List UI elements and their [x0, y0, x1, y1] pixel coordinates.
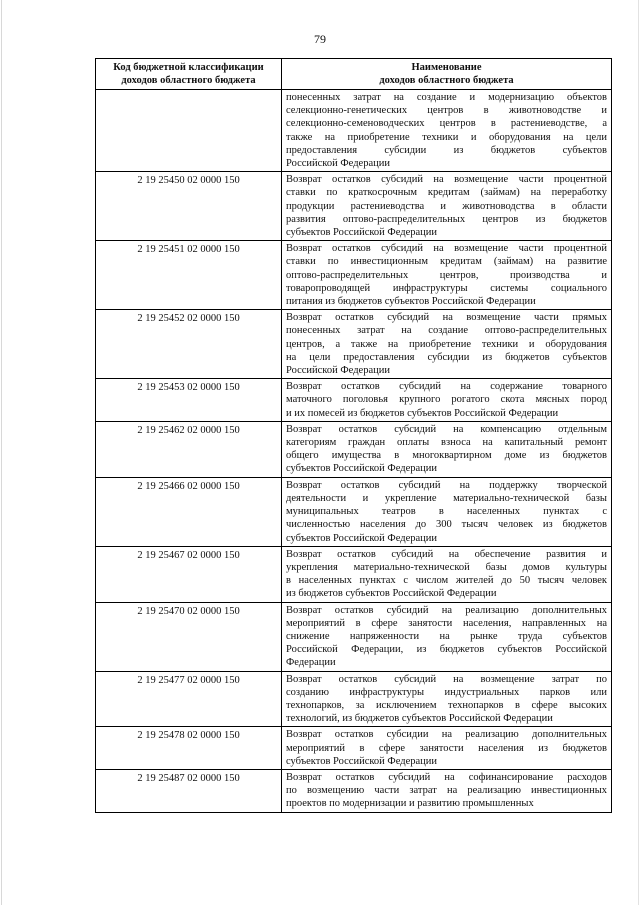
revenue-name-line: также на приобретение техники и оборудования на цели	[286, 131, 607, 143]
revenue-name-line: понесенных затрат на создание оптово-распределительных	[286, 325, 607, 337]
table-row	[96, 379, 612, 422]
header-name-line: доходов областного бюджета	[379, 74, 514, 86]
revenue-name-line: Возврат остатков субсидий на возмещение части процентной	[286, 174, 607, 186]
budget-code: 2 19 25462 02 0000 150	[96, 421, 282, 477]
revenue-classification-table	[95, 58, 612, 813]
table-row	[96, 546, 612, 602]
revenue-name	[282, 477, 612, 546]
revenue-name-line: селекционно-семеноводческих центров в растениеводстве, а	[286, 118, 607, 130]
revenue-name-line: из бюджетов субъектов Российской Федерации	[286, 588, 497, 600]
header-code	[96, 59, 282, 90]
budget-code: 2 19 25487 02 0000 150	[96, 769, 282, 812]
revenue-name-line: ставки по инвестиционным кредитам (займам) на развитие	[286, 256, 607, 268]
revenue-name-line: общего имущества в многоквартирном доме из бюджетов	[286, 450, 607, 462]
table-row	[96, 671, 612, 727]
budget-code: 2 19 25477 02 0000 150	[96, 671, 282, 727]
revenue-name-line: численностью населения до 300 тысяч человек из бюджетов	[286, 519, 607, 531]
budget-code: 2 19 25452 02 0000 150	[96, 310, 282, 379]
revenue-name-line: Российской Федерации	[286, 365, 390, 377]
table-row	[96, 90, 612, 172]
revenue-name-line: Возврат остатков субсидий на возмещение затрат по	[286, 673, 607, 685]
revenue-name-line: технопарков, за исключением технопарков в сфере высоких	[286, 699, 607, 711]
revenue-name-line: Возврат остатков субсидий на софинансирование расходов	[286, 771, 607, 783]
revenue-name-line: Российской Федерации	[286, 158, 390, 170]
budget-code: 2 19 25478 02 0000 150	[96, 727, 282, 770]
budget-code: 2 19 25467 02 0000 150	[96, 546, 282, 602]
revenue-name-line: оптово-распределительных центров, производства и	[286, 269, 607, 281]
table-row	[96, 602, 612, 671]
header-code-line: Код бюджетной классификации	[113, 62, 264, 73]
table-row	[96, 241, 612, 310]
header-name-line: Наименование	[411, 62, 482, 73]
revenue-name-line: снижение напряженности на рынке труда субъектов	[286, 630, 607, 642]
revenue-name	[282, 379, 612, 422]
revenue-name	[282, 671, 612, 727]
table-header-row	[96, 59, 612, 90]
revenue-name-line: продукции растениеводства и животноводства в области	[286, 200, 607, 212]
revenue-name	[282, 241, 612, 310]
revenue-name-line: Федерации	[286, 657, 336, 669]
revenue-name-line: на цели предоставления субсидии из бюджетов субъектов	[286, 351, 607, 363]
revenue-name-line: субъектов Российской Федерации	[286, 227, 438, 239]
revenue-name-line: субъектов Российской Федерации	[286, 463, 438, 475]
revenue-name-line: товаропроводящей инфраструктуры системы социального	[286, 282, 607, 294]
revenue-name-line: Возврат остатков субсидий на реализацию дополнительных	[286, 604, 607, 616]
revenue-name	[282, 421, 612, 477]
revenue-name	[282, 90, 612, 172]
revenue-name-line: ставки по краткосрочным кредитам (займам) на переработку	[286, 187, 607, 199]
revenue-name-line: Российской Федерации, из бюджетов субъектов Российской	[286, 644, 607, 656]
revenue-name-line: и их помесей из бюджетов субъектов Российской Федерации	[286, 407, 559, 419]
revenue-name-line: Возврат остатков субсидий на поддержку творческой	[286, 479, 607, 491]
revenue-name-line: созданию инфраструктуры индустриальных парков или	[286, 686, 607, 698]
revenue-name-line: центров, а также на приобретение техники и оборудования	[286, 338, 607, 350]
revenue-name-line: Возврат остатков субсидий на содержание товарного	[286, 381, 607, 393]
table-row	[96, 172, 612, 241]
revenue-name-line: Возврат остатков субсидий на компенсацию отдельным	[286, 423, 607, 435]
revenue-name-line: мероприятий в сфере занятости населения из бюджетов	[286, 742, 607, 754]
revenue-name-line: развития оптово-распределительных центров из бюджетов	[286, 213, 607, 225]
revenue-name-line: деятельности и укрепление материально-технической базы	[286, 492, 607, 504]
revenue-name-line: субъектов Российской Федерации	[286, 532, 438, 544]
right-scan-edge	[638, 0, 639, 905]
revenue-name-line: понесенных затрат на создание и модернизацию объектов	[286, 92, 607, 103]
budget-code: 2 19 25466 02 0000 150	[96, 477, 282, 546]
revenue-name-line: в населенных пунктах с числом жителей до 50 тысяч человек	[286, 575, 607, 587]
revenue-name-line: маточного поголовья крупного рогатого скота мясных пород	[286, 394, 607, 406]
table-body	[96, 90, 612, 813]
header-code-line: доходов областного бюджета	[121, 74, 256, 86]
revenue-name-line: питания из бюджетов субъектов Российской Федерации	[286, 296, 536, 308]
table-row	[96, 310, 612, 379]
table-row	[96, 421, 612, 477]
budget-code: 2 19 25470 02 0000 150	[96, 602, 282, 671]
table-row	[96, 727, 612, 770]
revenue-name	[282, 727, 612, 770]
revenue-name-line: селекционно-генетических центров в животноводстве и	[286, 105, 607, 117]
budget-code: 2 19 25453 02 0000 150	[96, 379, 282, 422]
revenue-name-line: Возврат остатков субсидий на обеспечение развития и	[286, 548, 607, 560]
revenue-name-line: Возврат остатков субсидий на возмещение части процентной	[286, 243, 607, 255]
header-name	[282, 59, 612, 90]
revenue-name	[282, 602, 612, 671]
revenue-name	[282, 172, 612, 241]
revenue-name-line: укрепления материально-технической базы домов культуры	[286, 561, 607, 573]
table-row	[96, 769, 612, 812]
revenue-name-line: предоставления субсидии из бюджетов субъектов	[286, 144, 607, 156]
revenue-name-line: Возврат остатков субсидий на возмещение части прямых	[286, 312, 607, 324]
revenue-name-line: проектов по модернизации и развитию промышленных	[286, 798, 534, 810]
page-number: 79	[314, 32, 326, 46]
budget-code: 2 19 25451 02 0000 150	[96, 241, 282, 310]
revenue-name-line: субъектов Российской Федерации	[286, 755, 438, 767]
revenue-name	[282, 546, 612, 602]
revenue-name-line: мероприятий в сфере занятости населения, направленных на	[286, 617, 607, 629]
left-scan-edge	[1, 0, 2, 905]
revenue-name-line: технологий, из бюджетов субъектов Российской Федерации	[286, 713, 553, 725]
revenue-name-line: Возврат остатков субсидии на реализацию дополнительных	[286, 729, 607, 741]
budget-code: 2 19 25450 02 0000 150	[96, 172, 282, 241]
revenue-name-line: категориям граждан оплаты взноса на капитальный ремонт	[286, 437, 607, 449]
revenue-name-line: муниципальных театров в населенных пунктах с	[286, 506, 607, 518]
budget-code	[96, 90, 282, 172]
revenue-name	[282, 310, 612, 379]
table-row	[96, 477, 612, 546]
revenue-name	[282, 769, 612, 812]
revenue-name-line: по возмещению части затрат на реализацию инвестиционных	[286, 785, 607, 797]
